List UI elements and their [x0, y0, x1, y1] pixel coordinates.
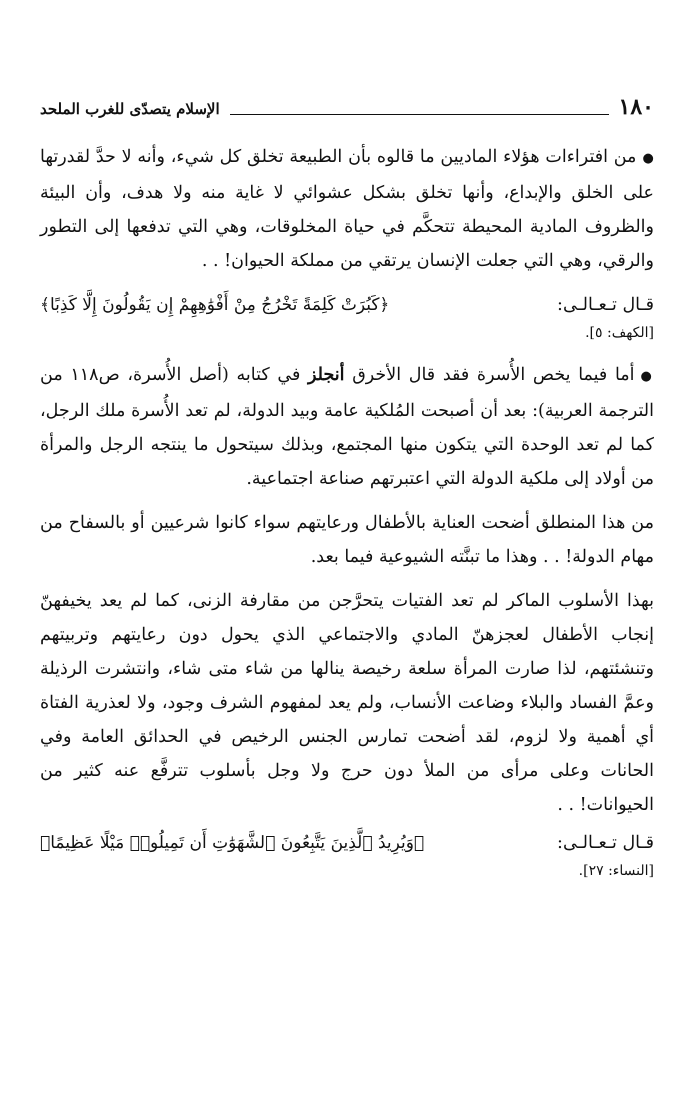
- paragraph-text: في كتابه (أصل الأُسرة، ص١١٨ من الترجمة العربية): بعد أن أصبحت المُلكية عامة وبيد الدولة، لم تعد الأُسرة ملك الرجل، كما لم تعد الوحدة التي يتكون منها المجتمع، وبذلك سيتحول ما ينتجه الرجل والمرأة من أولاد إلى ملكية الدولة التي اعتبرتهم صناعة اجتماعية.: [40, 365, 654, 489]
- verse-reference: [النساء: ٢٧].: [578, 863, 654, 879]
- paragraph-engels: [40, 358, 654, 496]
- bullet-icon: ●: [640, 369, 654, 384]
- quran-verse-kahf: [40, 288, 654, 322]
- paragraph-text: من افتراءات هؤلاء الماديين ما قالوه بأن الطبيعة تخلق كل شيء، وأنه لا حدَّ لقدرتها على الخلق والإبداع، وأنها تخلق بشكل عشوائي لا غاية منه ولا هدف، وأن البيئة والظروف المادية المحيطة تتحكَّم في حياة المخلوقات، وهي التي تدفعها إلى التطور والرقي، وهي التي جعلت الإنسان يرتقي من مملكة الحيوان! . .: [40, 147, 654, 271]
- verse-reference: [الكهف: ٥].: [585, 325, 654, 341]
- paragraph-text: أما فيما يخص الأُسرة فقد قال الأخرق: [352, 365, 635, 385]
- verse-intro: قـال تـعـالـى:: [557, 833, 654, 853]
- verse-intro: قـال تـعـالـى:: [557, 295, 654, 315]
- running-title: الإسلام يتصدّى للغرب الملحد: [40, 100, 220, 118]
- verse-text: ﴿وَيُرِيدُ ٱلَّذِينَ يَتَّبِعُونَ ٱلشَّهَوَٰتِ أَن تَمِيلُوا۟ مَيْلًا عَظِيمًا﴾: [40, 833, 425, 853]
- header-rule: [230, 114, 609, 115]
- bullet-icon: ●: [642, 151, 654, 166]
- quran-verse-nisa: [40, 826, 654, 860]
- paragraph-materialists: [40, 140, 654, 278]
- paragraph-state-care: من هذا المنطلق أضحت العناية بالأطفال ورعايتهم سواء كانوا شرعيين أو بالسفاح من مهام الدولة! . . وهذا ما تبنَّته الشيوعية فيما بعد.: [40, 513, 654, 567]
- page-header: [40, 92, 654, 118]
- author-name: أنجلز: [308, 365, 345, 385]
- book-page: [40, 92, 654, 892]
- page-number: ١٨٠: [618, 94, 654, 120]
- verse-text: ﴿كَبُرَتْ كَلِمَةً تَخْرُجُ مِنْ أَفْوَٰهِهِمْ إِن يَقُولُونَ إِلَّا كَذِبًا﴾: [40, 295, 390, 315]
- paragraph-consequences: بهذا الأسلوب الماكر لم تعد الفتيات يتحرَّجن من مقارفة الزنى، كما لم يعد يخيفهنّ إنجاب الأطفال لعجزهنّ المادي والاجتماعي الذي يحول دون رعايتهم وتربيتهم وتنشئتهم، لذا صارت المرأة سلعة رخيصة ينالها من شاء متى شاء، وانتشرت الرذيلة وعمَّ الفساد والبلاء وضاعت الأنساب، ولم يعد لمفهوم الشرف وجود، ولا لعذرية الفتاة أي أهمية ولا لزوم، لقد أضحت تمارس الجنس الرخيص في الحدائق العامة وفي الحانات وعلى مرأى من الملأ دون حرج ولا وجل بأسلوب تترفَّع عنه كثير من الحيوانات! . .: [40, 591, 654, 815]
